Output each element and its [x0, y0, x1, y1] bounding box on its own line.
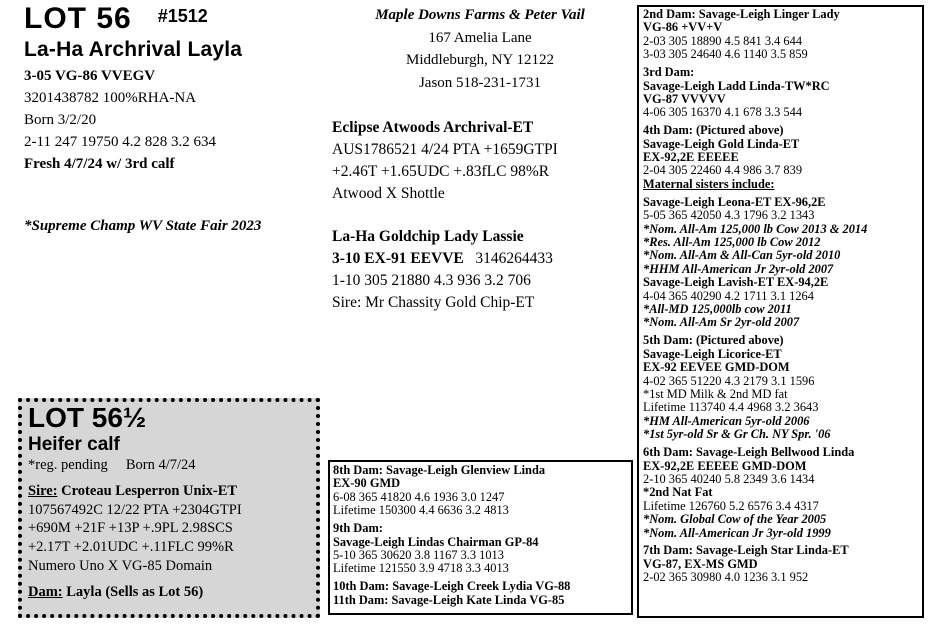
- pedigree-line: *Nom. All-Am 125,000 lb Cow 2013 & 2014: [643, 221, 868, 236]
- farm-city: Middleburgh, NY 12122: [406, 52, 554, 68]
- cow-details: [24, 65, 216, 175]
- pedigree-line: 3-03 305 24640 4.6 1140 3.5 859: [643, 47, 808, 62]
- heifer-sire-detail: 107567492C 12/22 PTA +2304GTPI: [28, 501, 242, 518]
- heifer-sire-info: [28, 482, 242, 576]
- pedigree-line: *2nd Nat Fat: [643, 485, 713, 500]
- heifer-sire-detail: +2.17T +2.01UDC +.11FLC 99%R: [28, 539, 234, 556]
- heifer-reg-status: *reg. pending: [28, 457, 108, 473]
- pedigree-line: Lifetime 150300 4.4 6636 3.2 4813: [333, 503, 509, 518]
- pedigree-line: VG-87 VVVVV: [643, 91, 726, 106]
- heifer-born: Born 4/7/24: [125, 457, 196, 473]
- pedigree-line: 10th Dam: Savage-Leigh Creek Lydia VG-88: [333, 579, 571, 594]
- pedigree-line: Savage-Leigh Lindas Chairman GP-84: [333, 534, 539, 549]
- pedigree-line: *All-MD 125,000lb cow 2011: [643, 302, 792, 317]
- cow-fresh: Fresh 4/7/24 w/ 3rd calf: [24, 156, 175, 172]
- pedigree-line: 11th Dam: Savage-Leigh Kate Linda VG-85: [333, 592, 565, 607]
- pedigree-line: 6th Dam: Savage-Leigh Bellwood Linda: [643, 445, 855, 460]
- pedigree-line: 2-03 305 18890 4.5 841 3.4 644: [643, 33, 803, 48]
- pedigree-line: VG-86 +VV+V: [643, 20, 723, 35]
- pedigree-line: 5-10 365 30620 3.8 1167 3.3 1013: [333, 547, 504, 562]
- pedigree-line: Lifetime 113740 4.4 4968 3.2 3643: [643, 400, 819, 415]
- cow-registration: 3201438782 100%RHA-NA: [24, 90, 197, 106]
- pedigree-line: 7th Dam: Savage-Leigh Star Linda-ET: [643, 543, 849, 558]
- pedigree-line: Lifetime 126760 5.2 6576 3.4 4317: [643, 498, 819, 513]
- pedigree-line: *HM All-American 5yr-old 2006: [643, 413, 810, 428]
- pedigree-line: *Res. All-Am 125,000 lb Cow 2012: [643, 235, 821, 249]
- pedigree-list-lower: [333, 464, 570, 607]
- heifer-subtitle: Heifer calf: [28, 434, 120, 455]
- sire-info: [332, 117, 558, 205]
- pedigree-line: *Nom. All-Am & All-Can 5yr-old 2010: [643, 248, 841, 263]
- dam-class-line: [332, 248, 553, 270]
- dam-info: [332, 226, 553, 314]
- pedigree-line: Savage-Leigh Gold Linda-ET: [643, 136, 800, 151]
- pedigree-line: 2-02 365 30980 4.0 1236 3.1 952: [643, 570, 809, 585]
- dam-sire: Sire: Mr Chassity Gold Chip-ET: [332, 294, 535, 311]
- cow-name: La-Ha Archrival Layla: [24, 38, 243, 61]
- dam-name: La-Ha Goldchip Lady Lassie: [332, 228, 524, 245]
- heifer-sire-line: [28, 482, 242, 501]
- farm-contact: Jason 518-231-1731: [418, 74, 542, 91]
- cow-born: Born 3/2/20: [24, 112, 97, 128]
- heifer-dam-text: Layla (Sells as Lot 56): [66, 584, 204, 600]
- pedigree-line: 4-04 365 40290 4.2 1711 3.1 1264: [643, 288, 814, 303]
- pedigree-list-right: [643, 8, 867, 585]
- lot-header: [24, 2, 208, 36]
- pedigree-line: 4th Dam: (Pictured above): [643, 123, 784, 138]
- pedigree-line: EX-92,2E EEEEE: [643, 150, 739, 165]
- pedigree-line: Lifetime 121550 3.9 4718 3.3 4013: [333, 561, 509, 576]
- heifer-sire-detail: +690M +21F +13P +.9PL 2.98SCS: [28, 520, 233, 537]
- farm-name: Maple Downs Farms & Peter Vail: [375, 7, 585, 23]
- lot-number: #1512: [157, 6, 208, 26]
- heifer-lot-title: LOT 56½: [28, 402, 147, 433]
- farm-address: 167 Amelia Lane: [428, 29, 532, 46]
- pedigree-line: Savage-Leigh Ladd Linda-TW*RC: [643, 78, 830, 93]
- heifer-dam-label: Dam:: [28, 584, 63, 600]
- pedigree-line: *1st MD Milk & 2nd MD fat: [643, 386, 788, 401]
- pedigree-line: 2nd Dam: Savage-Leigh Linger Lady: [643, 7, 840, 21]
- pedigree-line: 8th Dam: Savage-Leigh Glenview Linda: [333, 463, 546, 477]
- sire-line-2: +2.46T +1.65UDC +.83fLC 98%R: [332, 163, 550, 180]
- pedigree-line: 4-02 365 51220 4.3 2179 3.1 1596: [643, 373, 815, 388]
- cow-classification: 3-05 VG-86 VVEGV: [24, 68, 156, 84]
- pedigree-line: *HHM All-American Jr 2yr-old 2007: [643, 261, 834, 276]
- pedigree-line: Savage-Leigh Lavish-ET EX-94,2E: [643, 275, 829, 290]
- pedigree-line: 9th Dam:: [333, 521, 383, 536]
- consignor-info: [330, 4, 630, 94]
- heifer-sire-label: Sire:: [28, 483, 58, 499]
- cow-award-note: *Supreme Champ WV State Fair 2023: [24, 218, 262, 234]
- sire-name: Eclipse Atwoods Archrival-ET: [332, 119, 534, 136]
- dam-classification: 3-10 EX-91 EEVVE: [332, 250, 464, 267]
- pedigree-line: 5-05 365 42050 4.3 1796 3.2 1343: [643, 208, 815, 223]
- pedigree-line: *Nom. All-Am Sr 2yr-old 2007: [643, 315, 800, 330]
- heifer-sire-name: Croteau Lesperron Unix-ET: [61, 483, 238, 499]
- pedigree-line: 6-08 365 41820 4.6 1936 3.0 1247: [333, 489, 505, 504]
- sire-line-1: AUS1786521 4/24 PTA +1659GTPI: [332, 141, 558, 158]
- dam-record: 1-10 305 21880 4.3 936 3.2 706: [332, 272, 531, 289]
- pedigree-line: 2-04 305 22460 4.4 986 3.7 839: [643, 163, 803, 178]
- dam-registration: 3146264433: [475, 250, 553, 267]
- pedigree-line: *Nom. Global Cow of the Year 2005: [643, 512, 827, 527]
- pedigree-line: EX-92 EEVEE GMD-DOM: [643, 360, 790, 375]
- heifer-dam-line: [28, 584, 203, 601]
- pedigree-line: Savage-Leigh Licorice-ET: [643, 346, 782, 361]
- pedigree-line: 4-06 305 16370 4.1 678 3.3 544: [643, 105, 803, 120]
- pedigree-line: VG-87, EX-MS GMD: [643, 556, 758, 571]
- pedigree-line: 2-10 365 40240 5.8 2349 3.6 1434: [643, 471, 815, 486]
- pedigree-line: *1st 5yr-old Sr & Gr Ch. NY Spr. '06: [643, 427, 831, 442]
- pedigree-line: 3rd Dam:: [643, 65, 695, 80]
- pedigree-line: 5th Dam: (Pictured above): [643, 333, 784, 348]
- heifer-reg-line: [28, 456, 196, 475]
- pedigree-line: Savage-Leigh Leona-ET EX-96,2E: [643, 194, 826, 209]
- pedigree-line: *Nom. All-American Jr 3yr-old 1999: [643, 525, 831, 540]
- pedigree-line: Maternal sisters include:: [643, 176, 775, 191]
- sire-line-3: Atwood X Shottle: [332, 185, 445, 202]
- heifer-sire-detail: Numero Uno X VG-85 Domain: [28, 557, 213, 574]
- pedigree-line: EX-90 GMD: [333, 476, 401, 491]
- lot-title: LOT 56: [24, 2, 132, 35]
- pedigree-line: EX-92,2E EEEEE GMD-DOM: [643, 458, 807, 473]
- cow-record: 2-11 247 19750 4.2 828 3.2 634: [24, 134, 216, 150]
